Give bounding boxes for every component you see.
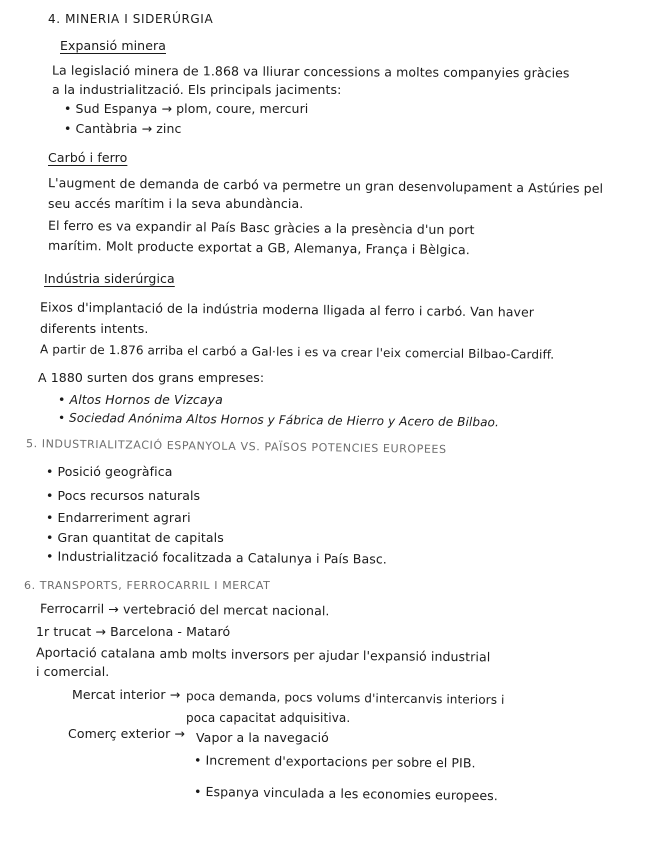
paragraph-line: poca demanda, pocs volums d'intercanvis interiors i bbox=[185, 689, 505, 707]
bullet-item: • Espanya vinculada a les economies europees. bbox=[193, 783, 499, 804]
comerc-exterior-label: Comerç exterior → bbox=[68, 726, 185, 741]
paragraph-line: diferents intents. bbox=[40, 321, 149, 336]
paragraph-line: a la industrialització. Els principals jaciments: bbox=[52, 82, 342, 97]
paragraph-line: Aportació catalana amb molts inversors per ajudar l'expansió industrial bbox=[35, 644, 491, 665]
paragraph-line: seu accés marítim i la seva abundància. bbox=[48, 196, 304, 211]
paragraph-line: marítim. Molt producte exportat a GB, Alemanya, França i Bèlgica. bbox=[47, 237, 470, 258]
paragraph-line: La legislació minera de 1.868 va lliurar concessions a moltes companyies gràcies bbox=[51, 62, 570, 81]
bullet-item: • Pocs recursos naturals bbox=[46, 488, 201, 503]
paragraph-line: L'augment de demanda de carbó va permetre un gran desenvolupament a Astúries pel bbox=[47, 175, 604, 196]
bullet-item: • Increment d'exportacions per sobre el PIB. bbox=[193, 752, 476, 771]
section-4-heading: 4. MINERIA I SIDERÚRGIA bbox=[48, 12, 214, 26]
subheading-carbo-ferro: Carbó i ferro bbox=[48, 150, 128, 165]
subheading-industria-siderurgica: Indústria siderúrgica bbox=[44, 271, 175, 286]
bullet-item: • Cantàbria → zinc bbox=[64, 121, 182, 136]
mercat-interior-label: Mercat interior → bbox=[72, 687, 181, 702]
paragraph-line: Ferrocarril → vertebració del mercat nacional. bbox=[39, 600, 330, 619]
bullet-item: • Industrialització focalitzada a Catalunya i País Basc. bbox=[45, 548, 387, 567]
paragraph-line: Eixos d'implantació de la indústria moderna lligada al ferro i carbó. Van haver bbox=[39, 299, 535, 320]
paragraph-line: 1r trucat → Barcelona - Mataró bbox=[36, 624, 231, 639]
bullet-item: • Posició geogràfica bbox=[46, 464, 173, 479]
paragraph-line: Vapor a la navegació bbox=[196, 730, 329, 745]
section-5-heading: 5. INDUSTRIALITZACIÓ ESPANYOLA VS. PAÏSOS POTENCIES EUROPEES bbox=[25, 437, 447, 456]
bullet-item: • Sud Espanya → plom, coure, mercuri bbox=[64, 101, 309, 116]
bullet-item: • Sociedad Anónima Altos Hornos y Fábrica de Hierro y Acero de Bilbao. bbox=[57, 410, 499, 430]
bullet-item: • Altos Hornos de Vizcaya bbox=[58, 392, 223, 407]
bullet-item: • Gran quantitat de capitals bbox=[46, 530, 224, 545]
paragraph-line: A partir de 1.876 arriba el carbó a Gal·les i es va crear l'eix comercial Bilbao-Cardiff. bbox=[39, 342, 555, 362]
paragraph-line: i comercial. bbox=[36, 664, 110, 679]
subheading-expansio-minera: Expansió minera bbox=[60, 38, 166, 53]
paragraph-line: El ferro es va expandir al País Basc gràcies a la presència d'un port bbox=[47, 217, 475, 238]
paragraph-line: poca capacitat adquisitiva. bbox=[186, 711, 351, 725]
section-6-heading: 6. TRANSPORTS, FERROCARRIL I MERCAT bbox=[24, 579, 271, 592]
bullet-item: • Endarreriment agrari bbox=[46, 510, 191, 525]
paragraph-line: A 1880 surten dos grans empreses: bbox=[38, 370, 265, 385]
